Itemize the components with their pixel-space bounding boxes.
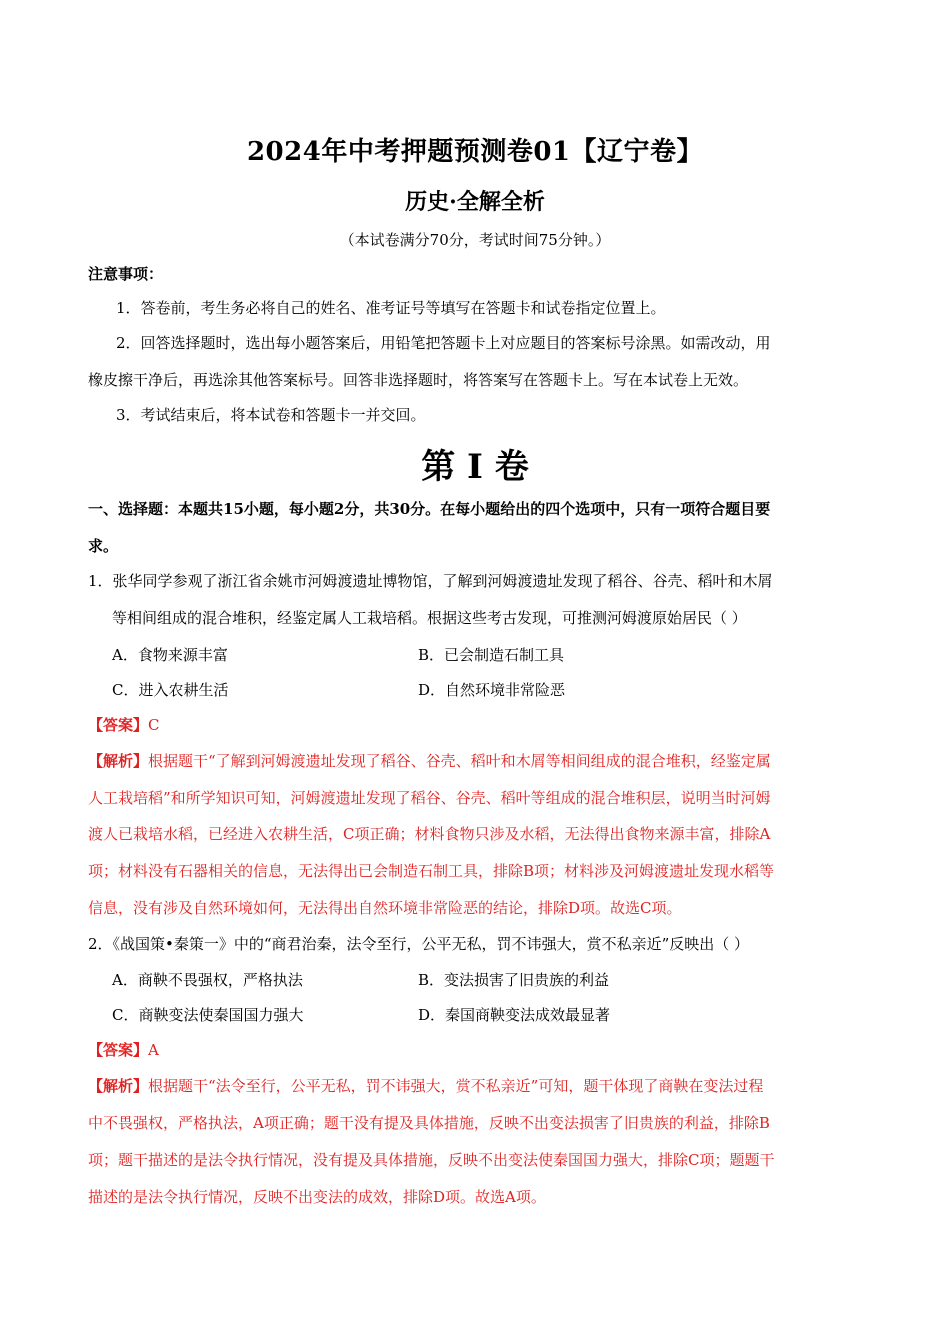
exam-note: （本试卷满分70分，考试时间75分钟。）	[339, 231, 611, 249]
analysis-line: 根据题干“法令至行，公平无私，罚不讳强大，赏不私亲近”可知，题干体现了商鞅在变法过程	[148, 1077, 764, 1095]
question-1-option-a: A．食物来源丰富	[112, 646, 228, 664]
question-1-option-c: C．进入农耕生活	[112, 681, 229, 699]
question-1-stem: 1．张华同学参观了浙江省余姚市河姆渡遗址博物馆，了解到河姆渡遗址发现了稻谷、谷壳、稻叶和木屑	[88, 572, 773, 590]
notice-item-3: 3．考试结束后，将本试卷和答题卡一并交回。	[116, 406, 426, 424]
question-2-option-b: B．变法损害了旧贵族的利益	[418, 971, 610, 989]
question-1-option-b: B．已会制造石制工具	[418, 646, 565, 664]
question-2-option-d: D．秦国商鞅变法成效最显著	[418, 1006, 611, 1024]
question-2-answer	[88, 1040, 159, 1060]
question-2-analysis	[88, 1076, 763, 1096]
analysis-line: 根据题干“了解到河姆渡遗址发现了稻谷、谷壳、稻叶和木屑等相间组成的混合堆积，经鉴定属	[148, 752, 771, 770]
page-subtitle: 历史·全解全析	[405, 189, 545, 215]
question-1-analysis	[88, 751, 771, 771]
analysis-line: 人工栽培稻”和所学知识可知，河姆渡遗址发现了稻谷、谷壳、稻叶等组成的混合堆积层，说明当时河姆	[88, 789, 771, 807]
question-2-option-c: C．商鞅变法使秦国国力强大	[112, 1006, 304, 1024]
notice-item-2: 2．回答选择题时，选出每小题答案后，用铅笔把答题卡上对应题目的答案标号涂黑。如需改动，用	[116, 334, 771, 352]
page-title: 2024年中考押题预测卷01【辽宁卷】	[246, 137, 704, 167]
analysis-label: 【解析】	[88, 752, 149, 770]
analysis-line: 渡人已栽培水稻，已经进入农耕生活，C项正确；材料食物只涉及水稻，无法得出食物来源丰富，排除A	[88, 825, 771, 843]
answer-label: 【答案】	[88, 716, 149, 734]
analysis-line: 项；材料没有石器相关的信息，无法得出已会制造石制工具，排除B项；材料涉及河姆渡遗址发现水稻等	[88, 862, 775, 880]
question-2-stem: 2．《战国策•秦策一》中的“商君治秦，法令至行，公平无私，罚不讳强大，赏不私亲近”反映出（ ）	[88, 935, 750, 953]
analysis-label: 【解析】	[88, 1077, 149, 1095]
analysis-line: 中不畏强权，严格执法，A项正确；题干没有提及具体措施，反映不出变法损害了旧贵族的利益，排除B	[88, 1114, 770, 1132]
question-1-option-d: D．自然环境非常险恶	[418, 681, 566, 699]
analysis-line: 信息，没有涉及自然环境如何，无法得出自然环境非常险恶的结论，排除D项。故选C项。	[88, 899, 682, 917]
question-1-answer	[88, 715, 160, 735]
part1-instructions-cont: 求。	[88, 537, 119, 555]
notice-item-1: 1．答卷前，考生务必将自己的姓名、准考证号等填写在答题卡和试卷指定位置上。	[116, 299, 666, 317]
part1-instructions: 一、选择题：本题共15小题，每小题2分，共30分。在每小题给出的四个选项中，只有一项符合题目要	[88, 500, 771, 518]
answer-label: 【答案】	[88, 1041, 149, 1059]
section-title: 第 I 卷	[421, 447, 529, 487]
question-1-stem-cont: 等相间组成的混合堆积，经鉴定属人工栽培稻。根据这些考古发现，可推测河姆渡原始居民（ ）	[112, 609, 747, 627]
answer-value: A	[148, 1041, 159, 1059]
question-2-option-a: A．商鞅不畏强权，严格执法	[112, 971, 303, 989]
notice-item-2-cont: 橡皮擦干净后，再选涂其他答案标号。回答非选择题时，将答案写在答题卡上。写在本试卷上无效。	[88, 371, 749, 389]
answer-value: C	[148, 716, 160, 734]
notice-label: 注意事项：	[88, 265, 164, 283]
analysis-line: 描述的是法令执行情况，反映不出变法的成效，排除D项。故选A项。	[88, 1188, 546, 1206]
analysis-line: 项；题干描述的是法令执行情况，没有提及具体措施，反映不出变法使秦国国力强大，排除C项；题题干	[88, 1151, 775, 1169]
